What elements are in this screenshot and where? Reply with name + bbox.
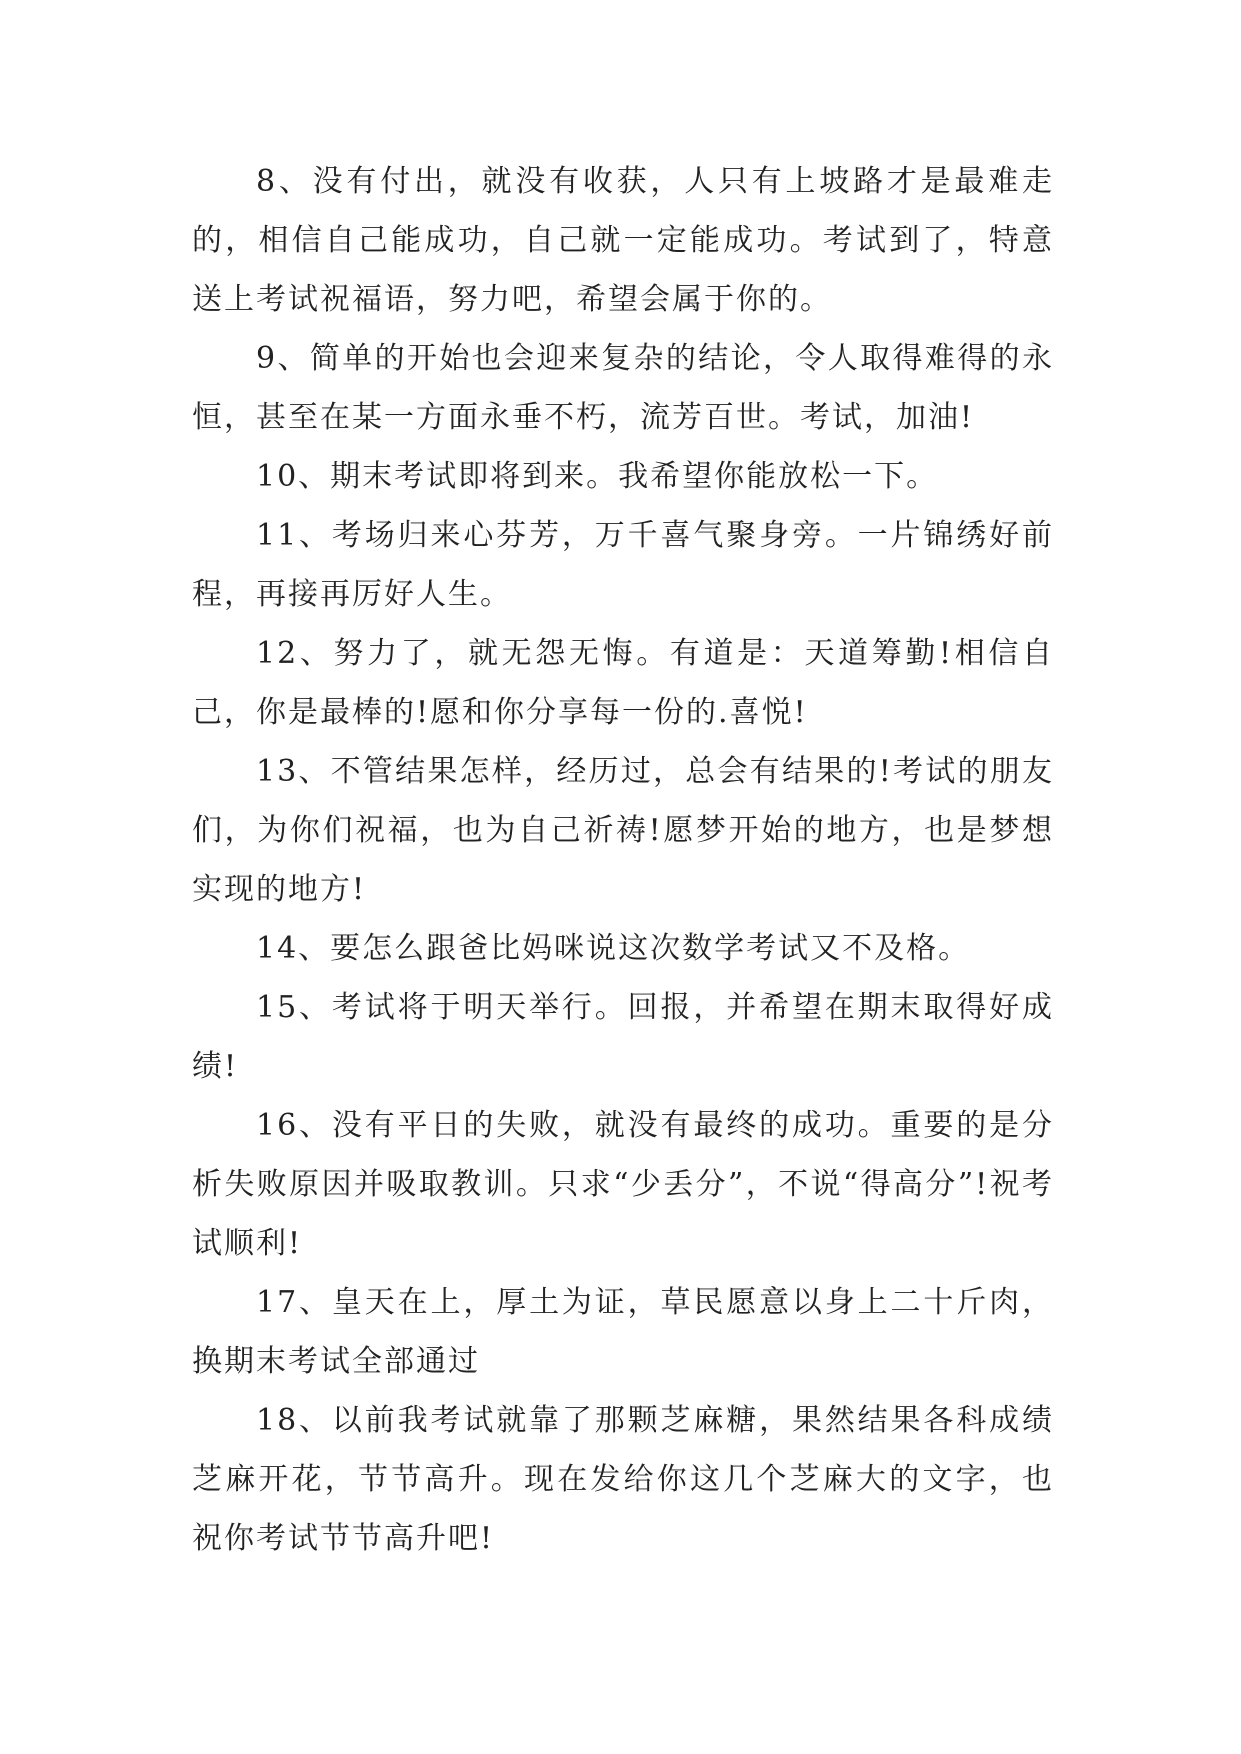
paragraph-16: 16、没有平日的失败，就没有最终的成功。重要的是分析失败原因并吸取教训。只求“少丢分”，不说“得高分”!祝考试顺利!: [192, 1108, 1054, 1261]
paragraph-12: 12、努力了，就无怨无悔。有道是：天道筹勤!相信自己，你是最棒的!愿和你分享每一份的.喜悦!: [192, 636, 1054, 730]
paragraph-18: 18、以前我考试就靠了那颗芝麻糖，果然结果各科成绩芝麻开花，节节高升。现在发给你这几个芝麻大的文字，也祝你考试节节高升吧!: [192, 1403, 1054, 1556]
paragraph-17: 17、皇天在上，厚土为证，草民愿意以身上二十斤肉，换期末考试全部通过: [192, 1285, 1054, 1379]
paragraph-15: 15、考试将于明天举行。回报，并希望在期末取得好成绩!: [192, 990, 1054, 1084]
paragraph-13: 13、不管结果怎样，经历过，总会有结果的!考试的朋友们，为你们祝福，也为自己祈祷!愿梦开始的地方，也是梦想实现的地方!: [192, 754, 1054, 907]
paragraph-8: 8、没有付出，就没有收获，人只有上坡路才是最难走的，相信自己能成功，自己就一定能成功。考试到了，特意送上考试祝福语，努力吧，希望会属于你的。: [192, 164, 1054, 317]
paragraph-14: 14、要怎么跟爸比妈咪说这次数学考试又不及格。: [256, 931, 971, 966]
paragraph-10: 10、期末考试即将到来。我希望你能放松一下。: [256, 459, 939, 494]
document-body: [192, 152, 1054, 1568]
paragraph-9: 9、简单的开始也会迎来复杂的结论，令人取得难得的永恒，甚至在某一方面永垂不朽，流芳百世。考试，加油!: [192, 341, 1054, 435]
paragraph-11: 11、考场归来心芬芳，万千喜气聚身旁。一片锦绣好前程，再接再厉好人生。: [192, 518, 1054, 612]
